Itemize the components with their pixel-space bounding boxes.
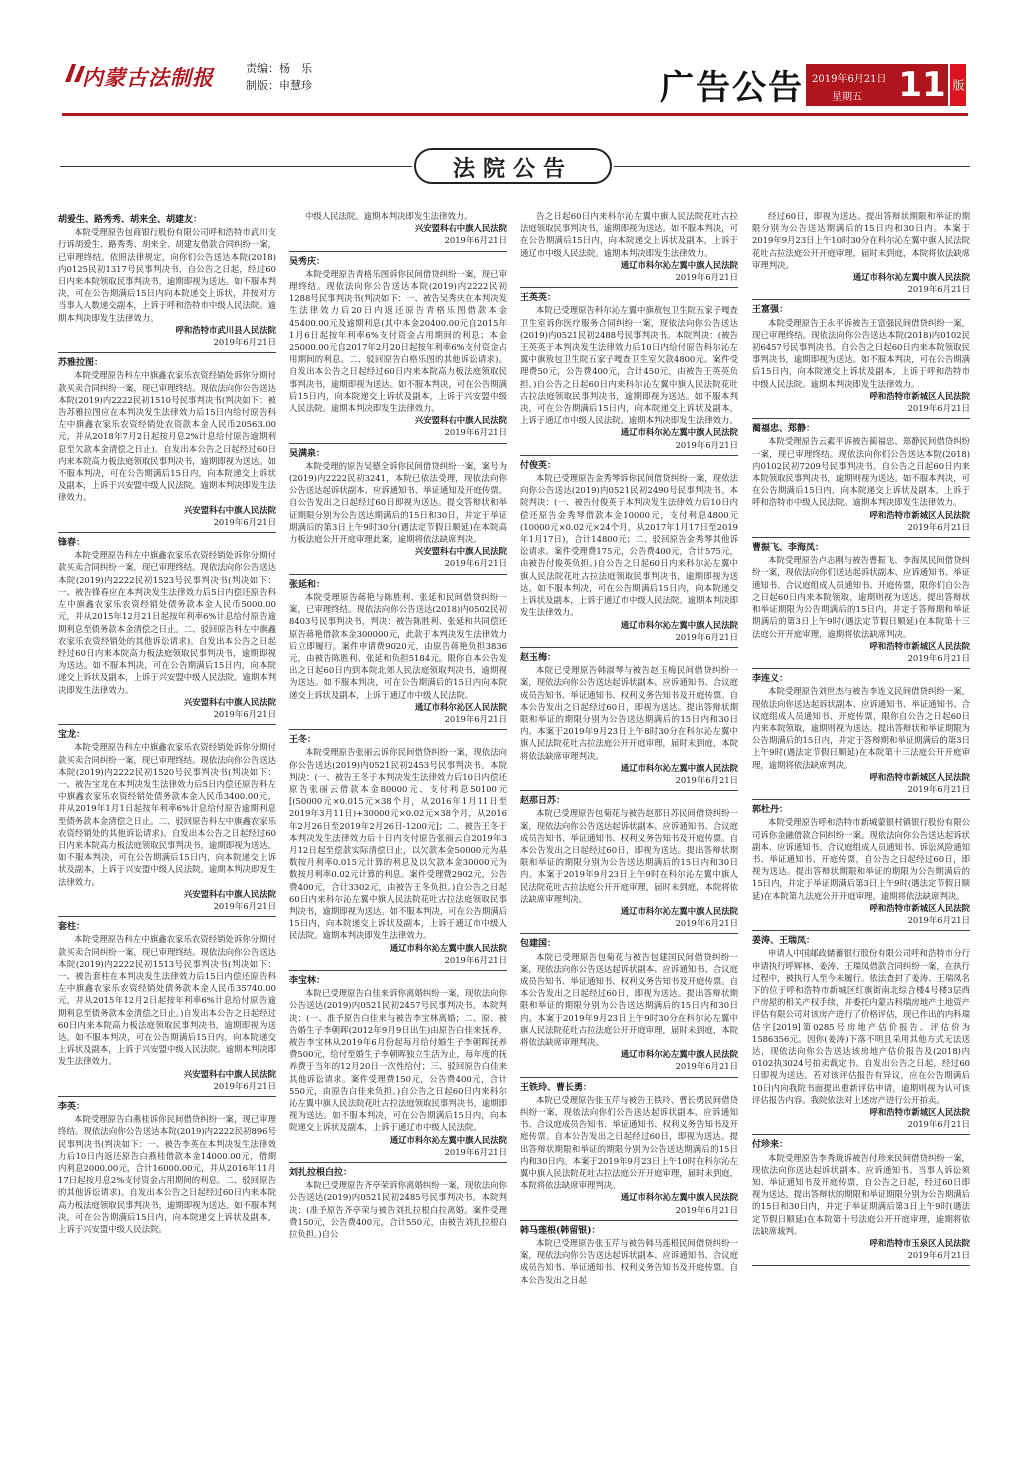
editor-credits [246, 60, 312, 94]
notice-divider [752, 1134, 970, 1135]
notice-item [520, 652, 738, 791]
notice-court: 呼和浩特市新城区人民法院 [869, 390, 970, 401]
notice-date: 2019年6月21日 [675, 631, 738, 642]
date-box [806, 64, 896, 106]
notice-addressee: 姜涛、王瑞凤： [752, 936, 816, 947]
editor-label: 责编：杨 乐 [246, 62, 312, 75]
notice-body: 本院受理原告科左中旗鑫农家乐农资经销处诉你分期付款买卖合同纠纷一案，现已审理终结。现依法向你公告送达本院(2019)内2222民初1513号民事判决书(判决如下：一、被告套柱在本判决发生法律效力后15日内偿还原告科左中旗鑫农家乐农资经销处债务款本金人民币35740.00元，并从2015年12月2日起按年利率6%计息给付原告逾期利息至债务款本金清偿之日止。)自发出本公告之日起经过60日内来本院高力板法庭领取民事判决书，逾期即视为送达。如不服本判决，可在公告期满后15日内，向本院递交上诉状及副本，上诉于兴安盟中级人民法院。逾期本判决即发生法律效力。 [58, 934, 276, 1067]
notice-item [520, 210, 738, 288]
notice-item [289, 210, 507, 252]
notice-item [752, 1139, 970, 1266]
notice-item [752, 423, 970, 538]
notice-columns [58, 210, 970, 1472]
notice-item [58, 357, 276, 533]
notice-addressee: 套柱： [58, 922, 86, 933]
notice-item [289, 448, 507, 575]
notice-date: 2019年6月21日 [675, 272, 738, 283]
notice-court: 兴安盟科右中旗人民法院 [414, 223, 507, 234]
notice-divider [58, 724, 276, 725]
notice-item [58, 214, 276, 353]
notice-addressee: 宝龙： [58, 730, 86, 741]
notice-item [520, 292, 738, 456]
notice-addressee: 锋春： [58, 538, 86, 549]
notice-body: 本院受理原告科左中旗鑫农家乐农资经销处诉你分期付款买卖合同纠纷一案，现已审理终结。现依法向你公告送达本院(2019)内2222民初1523号民事判决书(判决如下：一、被告锋春应在本判决发生法律效力后5日内偿还原告科左中旗鑫农家乐农资经销处债务款本金人民币5000.00元，并从2015年12月21日起按年利率6%计息给付原告逾期利息至债务款本金清偿之日止。二、驳回原告科左中旗鑫农家乐农资经销处的其他诉讼请求)。自发出本公告之日起经过60日内来本院高力板法庭领取民事判决书，逾期即视为送达。如不服本判决，可在公告期满后15日内，向本院递交上诉状及副本，上诉于兴安盟中级人民法院。逾期本判决即发生法律效力。 [58, 550, 276, 695]
notice-item [289, 579, 507, 730]
notice-date: 2019年6月21日 [444, 558, 507, 569]
notice-divider [752, 668, 970, 669]
notice-date: 2019年6月21日 [213, 337, 276, 348]
notice-item [752, 210, 970, 300]
notice-divider [289, 443, 507, 444]
notice-body: 告之日起60日内来科尔沁左翼中旗人民法院花吐古拉法庭领取民事判决书，逾期即视为送达。如不服本判决，可在公告期满后15日内，向本院递交上诉状及副本，上诉于通辽市中级人民法院。逾期本判决即发生法律效力。 [520, 211, 738, 258]
notice-item [520, 795, 738, 934]
notice-body: 本院受理原告刘世杰与被告李连义民间借贷纠纷一案，现依法向你送达起诉状副本、应诉通知书、举证通知书、合议庭组成人员通知书、开庭传票，限你自公告之日起60日内来本院领取，逾期则视为送达。提出答辩状和举证期限为公告期满后的15日内，并定于答辩期和举证期满后的第3日上午9时(遇法定节假日顺延)在本院第十三法庭公开开庭审理，逾期将依法缺席判决。 [752, 686, 970, 770]
notice-body: 本院已受理原告包菊花与被告包建国民间借贷纠纷一案，现依法向你公告送达起诉状副本、应诉通知书、合议庭成员告知书、举证通知书、权利义务告知书及开庭传票。自本公告发出之日起经过60日，即视为送达。提出答辩状期限和举证的期限分别为公告送达期满后的15日内和30日内。本案于2019年9月23日上午9时30分在科尔沁左翼中旗人民法院花吐古拉法庭公开开庭审理，届时未到庭，本院将依法缺席审理判决。 [520, 951, 738, 1047]
page-header [0, 0, 1024, 118]
notice-body: 本院受理原告科左中旗鑫农家乐农资经销处诉你分期付款买卖合同纠纷一案，现已审理终结。现依法向你公告送达本院(2019)内2222民初1520号民事判决书(判决如下：一、被告宝龙在本判决发生法律效力后5日内偿还原告科左中旗鑫农家乐农资经销处债务款本金人民币3400.00元，并从2019年1月1日起按年利率6%计息给付原告逾期利息至债务款本金清偿之日止。二、驳回原告科左中旗鑫农家乐农资经销处的其他诉讼请求)。自发出本公告之日起经过60日内来本院高力板法庭领取民事判决书，逾期即视为送达。如不服本判决，可在公告期满后15日内，向本院递交上诉状及副本，上诉于兴安盟中级人民法院。逾期本判决即发生法律效力。 [58, 742, 276, 887]
notice-date: 2019年6月21日 [213, 1080, 276, 1091]
notice-body: 本院受理原告李秀珑诉被告付珍来民间借贷纠纷一案，现依法向你送达起诉状副本、应诉通知书、当事人诉讼须知、举证通知书及开庭传票，自公告之日起，经过60日即视为送达。提出答辩状的期限和举证期限分别为公告期满后的15日和30日内，并定于举证期满后第3日上午9时(遇法定节假日顺延)在本院第十号法庭公开开庭审理，逾期将依法缺席裁判。 [752, 1152, 970, 1236]
notice-court: 兴安盟科右中旗人民法院 [183, 504, 276, 515]
notice-addressee: 郭杜丹： [752, 805, 789, 816]
notice-item [58, 729, 276, 917]
notice-body: 本院受理原告科左中旗鑫农家乐农资经销处诉你分期付款买卖合同纠纷一案，现已审理终结。现依法向你公告送达本院(2019)内2222民初1510号民事判决书(判决如下：被告苏雅拉图应在本判决发生法律效力后15日内给付原告科左中旗鑫农家乐农资经销处农资款本金人民币20563.00元，并从2018年7月2日起按月息2%计息给付原告逾期利息至欠款本金清偿之日止)。自发出本公告之日起经过60日内来本院高力板法庭领取民事判决书，逾期即视为送达。如不服本判决，可在公告期满后15日内，向本院递交上诉状及副本，上诉于兴安盟中级人民法院。逾期本判决即发生法律效力。 [58, 370, 276, 503]
notice-item [752, 935, 970, 1135]
notice-body: 本院受理原告呼和浩特市新城蒙银村镇银行股份有限公司诉你金融借款合同纠纷一案。现依法向你公告送达起诉状副本、应诉通知书、合议庭组成人员通知书、诉讼风险通知书、举证通知书、开庭传票，自公告之日起经过60日，即视为送达。提出答辩状期限和举证的期限为公告期满后的15日内，并定于举证期满后第3日上午9时(遇法定节假日顺延)在本院第九法庭公开开庭审理，逾期将依法缺席判决。 [752, 817, 970, 901]
notice-body: 经过60日，即视为送达。提出答辩状期限和举证的期限分别为公告送达期满后的15日内和30日内。本案于2019年9月23日上午10时30分在科尔沁左翼中旗人民法院花吐古拉法庭公开开庭审理，届时未到庭，本院将依法缺席审理判决。 [752, 211, 970, 270]
notice-item [58, 1101, 276, 1235]
issue-weekday: 星期五 [832, 92, 862, 103]
notice-date: 2019年6月21日 [907, 403, 970, 414]
notice-item [58, 921, 276, 1097]
notice-date: 2019年6月21日 [907, 652, 970, 663]
notice-divider [752, 537, 970, 538]
notice-column-4 [752, 210, 970, 1269]
notice-court: 呼和浩特市新城区人民法院 [869, 509, 970, 520]
issue-date: 2019年6月21日 [812, 74, 887, 85]
notice-court: 通辽市科尔沁左翼中旗人民法院 [389, 1134, 507, 1145]
notice-date: 2019年6月21日 [675, 1061, 738, 1072]
banner-title: 法院公告 [452, 156, 573, 182]
notice-court: 通辽市科尔沁左翼中旗人民法院 [620, 259, 738, 270]
notice-date: 2019年6月21日 [444, 427, 507, 438]
notice-date: 2019年6月21日 [213, 708, 276, 719]
notice-divider [289, 1162, 507, 1163]
notice-column-2 [289, 210, 507, 1240]
notice-body: 本院已受理原告张玉芹与被告王铁玲、曹长勇民间借贷纠纷一案，现依法向你们公告送达起诉状副本、应诉通知书、合议庭成员告知书、举证通知书、权利义务告知书及开庭传票。自本公告发出之日起经过60日，即视为送达。提出答辩状期限和举证的期限分别为公告送达期满后的15日内和30日内。本案于2019年9月23日上午10时在科尔沁左翼中旗人民法院花吐古拉法庭公开开庭审理，届时未到庭，本院将依法缺席审理判决。 [520, 1094, 738, 1191]
notice-divider [752, 299, 970, 300]
header-rule [62, 113, 968, 116]
notice-date: 2019年6月21日 [444, 954, 507, 965]
notice-divider [58, 352, 276, 353]
notice-divider [289, 251, 507, 252]
notice-court: 通辽市科尔沁左翼中旗人民法院 [620, 1192, 738, 1203]
notice-court: 兴安盟科右中旗人民法院 [183, 696, 276, 707]
notice-court: 通辽市科尔沁左翼中旗人民法院 [620, 905, 738, 916]
notice-date: 2019年6月21日 [675, 1204, 738, 1215]
notice-divider [520, 790, 738, 791]
notice-addressee: 苏雅拉图： [58, 358, 104, 369]
paper-masthead: 内蒙古法制报 [82, 65, 214, 90]
notice-item [752, 304, 970, 419]
notice-addressee: 李宝林： [289, 975, 326, 986]
notice-addressee: 刘扎拉根白拉： [289, 1168, 353, 1179]
banner-rule-left [60, 166, 412, 167]
notice-addressee: 吴秀庆： [289, 256, 326, 267]
notice-body: 本院受理原告白燕桂诉你民间借贷纠纷一案，现已审理终结。现依法向你公告送达本院(2019)内2222民初896号民事判决书(判决如下：一、被告李英在本判决发生法律效力后10日内返还原告白燕桂借款本金14000.00元，借期内利息2000.00元，合计16000.00元，并从2016年11月17日起按月息2%支付资金占用期间的利息。二、驳回原告的其他诉讼请求)。自发出本公告之日起经过60日内来本院高力板法庭领取民事判决书，逾期即视为送达。如不服本判决，可在公告期满后15日内，向本院递交上诉状及副本，上诉于兴安盟中级人民法院。 [58, 1114, 276, 1235]
notice-court: 呼和浩特市玉泉区人民法院 [869, 1238, 970, 1249]
notice-body: 本院已受理原告韩淑琴与被告赵玉梅民间借贷纠纷一案，现依法向你公告送达起诉状副本、应诉通知书、合议庭成员告知书、举证通知书、权利义务告知书及开庭传票。自本公告发出之日起经过60日，即视为送达。提出答辩状期限和举证的期限分别为公告送达期满后的15日内和30日内。本案于2019年9月23日上午8时30分在科尔沁左翼中旗人民法院花吐古拉法庭公开开庭审理，届时未到庭，本院将依法缺席审理判决。 [520, 665, 738, 761]
notice-addressee: 王富强： [752, 305, 789, 316]
notice-body: 本院受理原告张丽云诉你民间借贷纠纷一案，现依法向你公告送达(2019)内0521民初2453号民事判决书。本院判决：(一、被告王冬于本判决发生法律效力后10日内偿还原告张丽云借款本金80000元、支付利息50100元[(50000元×0.015元×38个月，从2016年1月11日至2019年3月11日)+30000元×0.02元×38个月，从2016年2月26日至2019年2月26日-1200元]；二、被告王冬于本判决发生法律效力后十日内支付原告张丽云自2019年3月12日起至偿款实际清偿日止，以欠款本金50000元为基数按月利率0.015元计算的利息及以欠款本金30000元为数按月利率0.02元计算的利息。案件受理费2902元，公告费400元，合计3302元，由被告王冬负担。)自公告之日起60日内来科尔沁左翼中旗人民法院花吐古拉法庭领取民事判决书，逾期即视为送达。如不服本判决，可在公告期满后15日内，向本院递交上诉状及副本，上诉于通辽市中级人民法院。逾期本判决即发生法律效力。 [289, 747, 507, 941]
notice-date: 2019年6月21日 [907, 914, 970, 925]
notice-item [58, 537, 276, 725]
notice-date: 2019年6月21日 [907, 1250, 970, 1261]
section-title: 广告公告 [660, 68, 804, 108]
notice-divider [58, 532, 276, 533]
notice-item [752, 673, 970, 800]
notice-body: 本院已受理原告金秀琴诉你民间借贷纠纷一案，现依法向你公告送达(2019)内0521民初2490号民事判决书。本院判决：(一、被告付俊英于本判决发生法律效力后10日内偿还原告金秀琴借款本金10000元，支付利息4800元(10000元×0.02元×24个月，从2017年1月17日至2019年1月17日)，合计14800元；二、驳回原告金秀琴其他诉讼请求。案件受理费175元，公告费400元，合计575元，由被告付俊英负担。)自公告之日起60日内来科尔沁左翼中旗人民法院花吐古拉法庭领取民事判决书，逾期即视为送达。如不服本判决，可在公告期满后15日内，向本院递交上诉状及副本，上诉于通辽市中级人民法院。逾期本判决即发生法律效力。 [520, 473, 738, 618]
notice-addressee: 付珍来： [752, 1140, 789, 1151]
notice-addressee: 王英英： [520, 293, 557, 304]
notice-date: 2019年6月21日 [907, 521, 970, 532]
notice-date: 2019年6月21日 [444, 713, 507, 724]
notice-body: 本院受理原告卢志刚与被告曹振飞、李海凤民间借贷纠纷一案，现依法向你们送达起诉状副本、应诉通知书、举证通知书、合议庭组成人员通知书、开庭传票，限你们自公告之日起60日内来本院领取，逾期则视为送达。提出答辩状和举证期限为公告期满后的15日内，并定于答辩期和举证期满后的第3日上午9时(遇法定节假日顺延)在本院第十三法庭公开开庭审理，逾期将依法缺席判决。 [752, 555, 970, 639]
notice-divider [289, 574, 507, 575]
notice-addressee: 付俊英： [520, 460, 557, 471]
section-banner [414, 148, 612, 184]
notice-body: 本院受理原告蒋艳与陈胜利、张延和民间借贷纠纷一案，已审理终结。现依法向你公告送达(2018)内0502民初8403号民事判决书，判决：被告陈胜利、张延和共同偿还原告蒋艳借款本金300000元，此款于本判决发生法律效力后立即履行。案件申请费9020元，由原告蒋艳负担3836元，由被告陈胜利、张延和负担5184元。限你自本公告发出之日起60日内到本院北郊人民法庭领取判决书，逾期视为送达。如不服本判决，可在公告期满后的15日内向本院递交上诉状及副本，上诉于通辽市中级人民法院。 [289, 591, 507, 700]
notice-court: 通辽市科尔沁左翼中旗人民法院 [389, 942, 507, 953]
notice-court: 兴安盟科右中旗人民法院 [183, 888, 276, 899]
notice-body: 本院受理原告包商银行股份有限公司呼和浩特市武川支行诉胡爱生、路秀秀、胡来全、胡建友借款合同纠纷一案，已审理终结。依照法律规定，向你们公告送达本院(2018)内0125民初1317号民事判决书，自公告之日起，经过60日内来本院领取民事判决书，逾期即视为送达。如不服本判决，可在公告期满后15日内向本院递交上诉状，并按对方当事人人数递交副本，上诉于呼和浩特市中级人民法院。逾期本判决即发生法律效力。 [58, 227, 276, 323]
notice-addressee: 王冬： [289, 735, 317, 746]
notice-court: 呼和浩特市新城区人民法院 [869, 902, 970, 913]
notice-item [520, 938, 738, 1077]
notice-divider [520, 647, 738, 648]
notice-divider [520, 455, 738, 456]
page-number: 11 [896, 64, 948, 106]
notice-addressee: 王铁玲、曹长勇： [520, 1082, 593, 1093]
notice-item [289, 1167, 507, 1240]
notice-addressee: 蔺福忠、郑静： [752, 424, 816, 435]
notice-date: 2019年6月21日 [907, 284, 970, 295]
notice-divider [752, 418, 970, 419]
notice-court: 通辽市科尔沁左翼中旗人民法院 [620, 619, 738, 630]
notice-addressee: 李英： [58, 1102, 86, 1113]
notice-item [520, 1082, 738, 1221]
notice-divider [520, 1077, 738, 1078]
notice-date: 2019年6月21日 [213, 900, 276, 911]
notice-court: 兴安盟科右中旗人民法院 [183, 1068, 276, 1079]
notice-date: 2019年6月21日 [675, 774, 738, 785]
notice-divider [520, 287, 738, 288]
notice-divider [58, 1096, 276, 1097]
notice-court: 呼和浩特市新城区人民法院 [869, 771, 970, 782]
notice-court: 通辽市科尔沁左翼中旗人民法院 [620, 427, 738, 438]
notice-item [520, 1225, 738, 1286]
notice-court: 通辽市科尔沁区人民法院 [414, 701, 507, 712]
notice-divider [752, 1265, 970, 1266]
notice-court: 呼和浩特市新城区人民法院 [869, 640, 970, 651]
notice-divider [289, 729, 507, 730]
production-label: 制版：申慧珍 [246, 79, 312, 92]
notice-addressee: 包建国： [520, 939, 557, 950]
notice-body: 本院受理原告王永平诉被告王富强民间借贷纠纷一案，现已审理终结。现依法向你公告送达本院(2018)内0102民初6457号民事判决书。自公告之日起60日内来本院领取民事判决书，逾期即视为送达。如不服本判决，可在公告期满后15日内，向本院递交上诉状及副本，上诉于呼和浩特市中级人民法院。逾期本判决即发生法律效力。 [752, 317, 970, 389]
notice-body: 中级人民法院。逾期本判决即发生法律效力。 [305, 211, 473, 221]
notice-body: 本院已受理原告科尔沁左翼中旗敖包卫生院五家子嘎查卫生室诉你医疗服务合同纠纷一案，现依法向你公告送达(2019)内0521民初2488号民事判决书。本院判决：(被告王英英于本判决发生法律效力后10日内给付原告科尔沁左翼中旗敖包卫生院五家子嘎查卫生室欠款4800元。案件受理费50元，公告费400元，合计450元，由被告王英英负担。)自公告之日起60日内来科尔沁左翼中旗人民法院花吐古拉法庭领取民事判决书，逾期即视为送达。如不服本判决，可在公告期满后15日内，向本院递交上诉状及副本，上诉于通辽市中级人民法院。逾期本判决即发生法律效力。 [520, 305, 738, 426]
notice-date: 2019年6月21日 [213, 516, 276, 527]
notice-addressee: 赵那日苏： [520, 796, 566, 807]
notice-date: 2019年6月21日 [444, 235, 507, 246]
notice-date: 2019年6月21日 [675, 439, 738, 450]
notice-body: 本院受理原告云素平诉被告蔺福忠、郑静民间借贷纠纷一案，现已审理终结。现依法向你们公告送达本院(2018)内0102民初7209号民事判决书。自公告之日起60日内来本院领取民事判决书，逾期则视为送达。如不服本判决，可在公告期满后15日内，向本院递交上诉状及副本，上诉于呼和浩特市中级人民法院。逾期本判决即发生法律效力。 [752, 436, 970, 508]
notice-court: 通辽市科尔沁左翼中旗人民法院 [620, 762, 738, 773]
notice-body: 本院受理的原告吴德全诉你民间借贷纠纷一案，案号为(2019)内2222民初3241，本院已依法受理，现依法向你公告送达起诉状副本、应诉通知书、举证通知及开庭传票。自公告发出之日起经过60日即视为送达。提交答辩状和举证期限分别为公告送达期满后的15日和30日，并定于举证期满后的第3日上午9时30分(遇法定节假日顺延)在本院高力板法庭公开开庭审理此案，逾期将依法缺席判决。 [289, 460, 507, 545]
notice-body: 本院受理原告青格乐图诉你民间借贷纠纷一案，现已审理终结。现依法向你公告送达本院(2019)内2222民初1288号民事判决书(判决如下：一、被告吴秀庆在本判决发生法律效力后20日内返还原告青格乐图借款本金45400.00元及逾期利息(其中本金20400.00元自2015年1月6日起按年利率6%支付资金占用期间的利息；本金25000.00元自2017年2月20日起按年利率6%支付资金占用期间的利息。二、驳回原告白格乐图的其他诉讼请求)。自发出本公告之日起经过60日内来本院高力板法庭领取民事判决书，逾期即视为送达。如不服本判决，可在公告期满后15日内，向本院递交上诉状及副本，上诉于兴安盟中级人民法院。逾期本判决即发生法律效力。 [289, 268, 507, 414]
notice-court: 呼和浩特市新城区人民法院 [869, 1107, 970, 1118]
notice-divider [520, 1220, 738, 1221]
notice-court: 呼和浩特市武川县人民法院 [175, 324, 276, 335]
notice-divider [58, 916, 276, 917]
notice-court: 兴安盟科右中旗人民法院 [414, 546, 507, 557]
notice-addressee: 张延和： [289, 579, 326, 590]
notice-body: 申请人中国邮政储蓄银行股份有限公司呼和浩特市分行申请执行呼辉林、姜涛、王瑞凤借款合同纠纷一案，在执行过程中，被执行人至今未履行。依法查封了姜涛、王瑞凤名下的位于呼和浩特市新城区红旗街南北综合楼4号楼3层西户房屋的相关产权手续，并委托内蒙古科瑞房地产土地资产评估有限公司对该房产进行了价格评估，现已作出的内科瑞估字[2019]第0285号房地产估价报告。评估价为1586356元。因你(姜涛)下落不明且采用其他方式无法送达，现依法向你公告送达该房地产估价报告及(2018)内0102执3024号拍卖裁定书。自发出公告之日起，经过60日即视为送达。若对该评估报告有异议，应在公告期满后10日内向我院书面提出重新评估申请，逾期则视为认可该评估报告内容。我院依法对上述房产进行公开拍卖。 [752, 948, 970, 1105]
notice-item [289, 256, 507, 444]
page-suffix: 版 [950, 64, 966, 106]
notice-body: 本院已受理原告包菊花与被告赵那日苏民间借贷纠纷一案，现依法向你公告送达起诉状副本、应诉通知书、合议庭成员告知书、举证通知书、权利义务告知书及开庭传票。自本公告发出之日起经过60日，即视为送达。提出答辩状期限和举证的期限分别为公告送达期满后的15日内和30日内。本案于2019年9月23日上午9时在科尔沁左翼中旗人民法院花吐古拉法庭公开开庭审理，届时未到庭，本院将依法缺席审理判决。 [520, 808, 738, 904]
notice-date: 2019年6月21日 [675, 918, 738, 929]
notice-addressee: 赵玉梅： [520, 652, 557, 663]
notice-court: 通辽市科尔沁左翼中旗人民法院 [620, 1049, 738, 1060]
notice-addressee: 韩马莲根(韩留银)： [520, 1225, 601, 1236]
notice-addressee: 胡爱生、路秀秀、胡来全、胡建友： [58, 215, 203, 225]
notice-date: 2019年6月21日 [444, 1146, 507, 1157]
notice-addressee: 曹振飞、李海凤： [752, 543, 825, 554]
notice-court: 兴安盟科右中旗人民法院 [414, 415, 507, 426]
notice-addressee: 李连义： [752, 674, 789, 685]
notice-body: 本院已受理原告张玉芹与被告韩马莲根民间借贷纠纷一案，现依法向你公告送达起诉状副本、应诉通知书、合议庭成员告知书、举证通知书、权利义务告知书及开庭传票。自本公告发出之日起 [520, 1238, 738, 1285]
notice-body: 本院已受理原告齐亭荣诉你离婚纠纷一案，现依法向你公告送达(2019)内0521民初2485号民事判决书。本院判决：(准予原告齐亭荣与被告刘扎拉根白拉离婚。案件受理费150元，公告费400元，合计550元，由被告刘扎拉根白拉负担。)自公 [289, 1180, 507, 1240]
notice-item [289, 975, 507, 1163]
notice-date: 2019年6月21日 [907, 1119, 970, 1130]
notice-addressee: 吴满泉： [289, 448, 326, 459]
notice-divider [520, 933, 738, 934]
notice-column-3 [520, 210, 738, 1286]
notice-divider [289, 970, 507, 971]
notice-body: 本院已受理原告白佳来诉你离婚纠纷一案，现依法向你公告送达(2019)内0521民初2457号民事判决书。本院判决：(一、准予原告白佳来与被告李宝林离婚；二、原、被告婚生子李朝晖(2012年9月9日出生)由原告白佳来抚养，被告李宝林从2019年6月份起每月给付婚生子李朝晖抚养费500元，给付至婚生子李朝晖独立生活为止，每年度的抚养费于当年的12月20日一次性给付；三、驳回原告白佳来其他诉讼请求。案件受理费150元，公告费400元，合计550元，由原告白佳来负担。)自公告之日起60日内来科尔沁左翼中旗人民法院花吐古拉法庭领取民事判决书，逾期即视为送达。如不服本判决，可在公告期满后15日内，向本院递交上诉状及副本，上诉于通辽市中级人民法院。 [289, 988, 507, 1133]
notice-divider [752, 930, 970, 931]
notice-item [520, 460, 738, 648]
notice-column-1 [58, 210, 276, 1235]
banner-rule-right [614, 166, 970, 167]
notice-date: 2019年6月21日 [907, 783, 970, 794]
notice-item [289, 734, 507, 971]
notice-divider [752, 799, 970, 800]
notice-court: 通辽市科尔沁左翼中旗人民法院 [852, 272, 970, 283]
notice-item [752, 542, 970, 669]
notice-item [752, 804, 970, 931]
